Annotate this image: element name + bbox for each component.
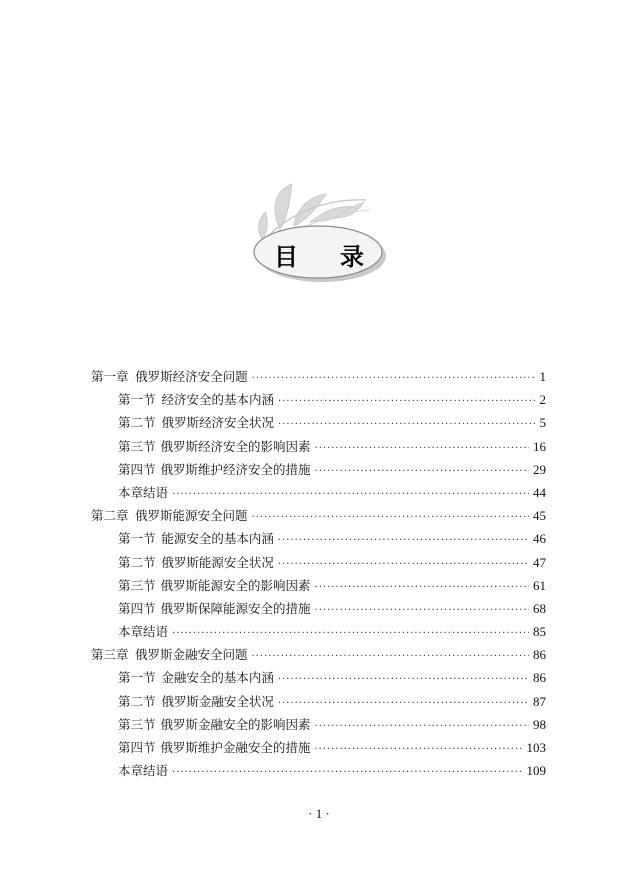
toc-entry-number: 第三节 [118,438,156,454]
toc-entry-number: 第三章 [91,647,129,663]
toc-entry-number: 第四节 [118,461,156,477]
toc-leader-dots [278,692,529,715]
toc-page-number: 61 [533,577,546,593]
toc-leader-dots [172,622,529,645]
toc-entry-title: 俄罗斯保障能源安全的措施 [160,600,311,616]
toc-leader-dots [315,576,529,599]
toc-page-number: 68 [533,600,546,616]
page-footer-number: · 1 · [308,806,330,821]
toc-page-number: 45 [533,508,546,524]
toc-section-row[interactable] [91,759,546,782]
toc-page-number: 46 [533,531,546,547]
toc-section-row[interactable] [91,411,546,434]
toc-entry-number: 第二节 [118,693,156,709]
toc-entry-number: 第一节 [118,531,156,547]
toc-entry-number: 第三节 [118,716,156,732]
title-char-2: 录 [340,242,364,271]
toc-section-row[interactable] [91,574,546,597]
toc-leader-dots [315,460,529,483]
toc-entry-title: 俄罗斯能源安全状况 [161,554,274,570]
toc-leader-dots [251,645,529,668]
toc-section-row[interactable] [91,597,546,620]
toc-leader-dots [278,529,529,552]
title-char-1: 目 [274,242,298,271]
toc-entry-number: 第一节 [118,670,156,686]
toc-entry-number: 第二节 [118,415,156,431]
toc-entry-title: 俄罗斯金融安全的影响因素 [160,716,311,732]
toc-leader-dots [172,483,529,506]
toc-entry-title: 俄罗斯经济安全的影响因素 [160,438,311,454]
toc-chapter-row[interactable] [91,365,546,388]
toc-entry-title: 经济安全的基本内涵 [161,392,275,408]
toc-page-number: 98 [533,716,546,732]
toc-entry-number: 第一节 [118,392,156,408]
toc-section-row[interactable] [91,690,546,713]
toc-page-number: 16 [533,438,546,454]
toc-entry-title: 本章结语 [118,763,169,779]
toc-section-row[interactable] [91,481,546,504]
toc-entry-title: 本章结语 [118,484,169,500]
toc-chapter-row[interactable] [91,643,546,666]
toc-page-number: 5 [539,415,546,431]
toc-section-row[interactable] [91,388,546,411]
toc-entry-title: 金融安全的基本内涵 [161,670,274,686]
toc-leader-dots [252,367,536,390]
toc-page-number: 47 [533,554,546,570]
toc-entry-title: 俄罗斯金融安全问题 [134,647,248,663]
toc-leader-dots [278,553,529,576]
toc-page-number: 109 [526,763,546,779]
toc-section-row[interactable] [91,713,546,736]
toc-page-number: 1 [539,369,546,384]
toc-page-number: 86 [533,670,546,686]
toc-chapter-row[interactable] [91,504,546,527]
toc-entry-title: 俄罗斯金融安全状况 [161,693,274,709]
toc-entry-number: 第二章 [91,508,129,524]
page-title [254,236,384,272]
toc-page-number: 44 [533,484,546,500]
toc-entry-title: 俄罗斯能源安全的影响因素 [160,577,311,593]
toc-page-number: 103 [526,740,546,755]
toc-entry-number: 第三节 [118,577,156,593]
toc-page-number: 86 [533,647,546,663]
toc-page-number: 87 [533,693,546,709]
toc-section-row[interactable] [91,435,546,458]
toc-leader-dots [278,413,535,436]
toc-leader-dots [278,390,535,413]
toc-page-number: 29 [533,461,546,477]
table-of-contents [91,365,546,782]
toc-entry-title: 俄罗斯能源安全问题 [134,508,248,524]
toc-section-row[interactable] [91,736,546,759]
toc-section-row[interactable] [91,527,546,550]
toc-leader-dots [172,761,522,784]
toc-entry-number: 第一章 [91,369,129,384]
toc-leader-dots [315,715,529,738]
toc-page-number: 85 [533,624,546,640]
toc-entry-title: 本章结语 [118,624,169,640]
toc-entry-number: 第二节 [118,554,156,570]
toc-entry-title: 俄罗斯维护经济安全的措施 [160,461,311,477]
toc-section-row[interactable] [91,620,546,643]
toc-entry-number: 第四节 [118,740,156,755]
toc-leader-dots [315,599,529,622]
toc-section-row[interactable] [91,666,546,689]
toc-entry-title: 俄罗斯经济安全问题 [135,369,248,384]
toc-leader-dots [314,738,522,761]
toc-entry-number: 第四节 [118,600,156,616]
toc-entry-title: 俄罗斯维护金融安全的措施 [160,740,311,755]
toc-leader-dots [278,668,529,691]
toc-leader-dots [251,506,529,529]
toc-entry-title: 能源安全的基本内涵 [161,531,274,547]
toc-section-row[interactable] [91,551,546,574]
toc-leader-dots [315,437,529,460]
toc-entry-title: 俄罗斯经济安全状况 [161,415,275,431]
toc-section-row[interactable] [91,458,546,481]
toc-page-number: 2 [539,392,546,408]
